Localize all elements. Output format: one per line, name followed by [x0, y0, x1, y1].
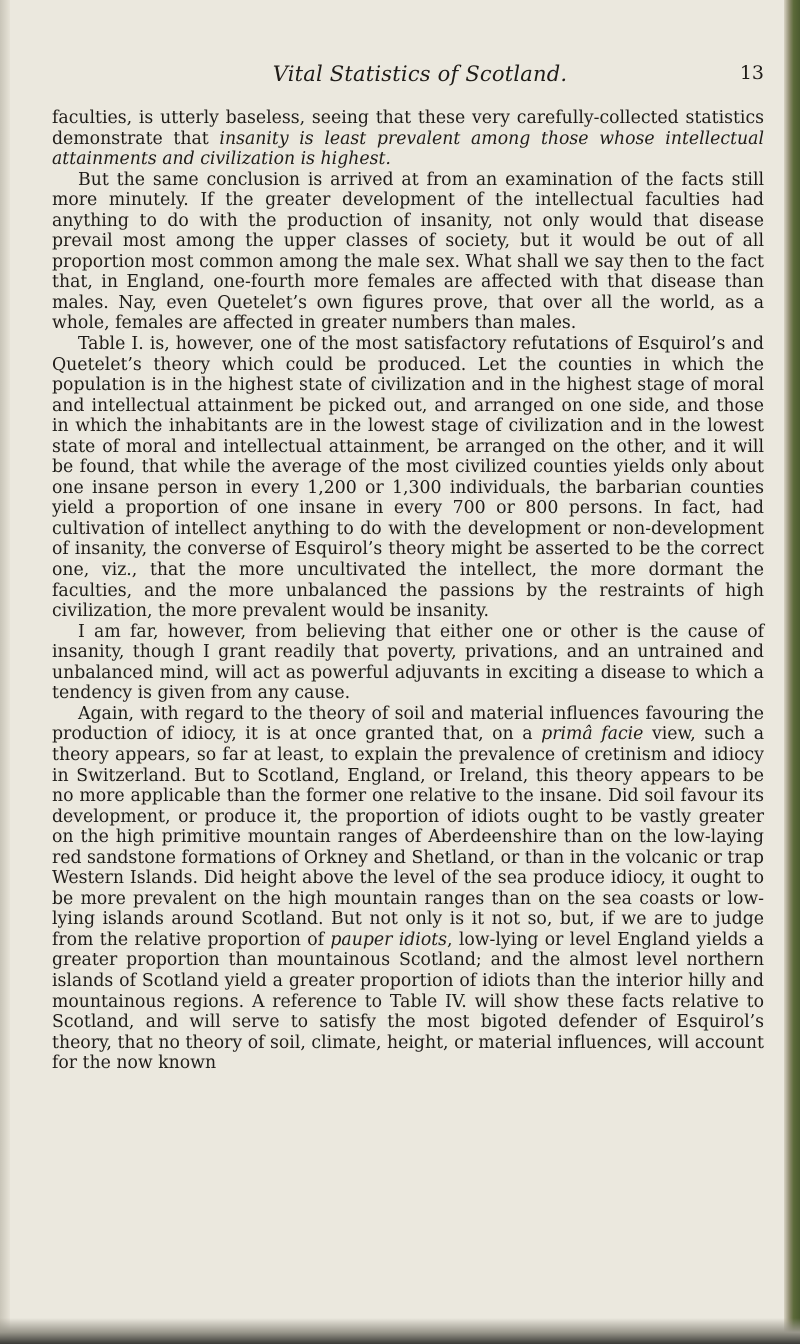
paragraph	[52, 334, 764, 622]
italic-text: primâ facie	[541, 724, 644, 745]
text-segment: , low-lying or level England yields a greater proportion than mountainous Scotland; and the almost level northern islands of Scotland yield a greater proportion of idiots than the interior hilly and mountainous regions. A reference to Table IV. will show these facts relative to Scotland, and will serve to satisfy the most bigoted defender of Esquirol’s theory, that no theory of soil, climate, height, or material influences, will account for the now known	[52, 929, 764, 1074]
italic-text: insanity is least prevalent among those whose intellectual attainments and civilization is highest.	[52, 128, 764, 170]
paragraph	[52, 704, 764, 1074]
text-segment: faculties, is utterly baseless, seeing that these very carefully-collected statistics demonstrate that	[52, 108, 764, 149]
page-number: 13	[739, 62, 764, 84]
book-cover-edge	[784, 0, 800, 1344]
paragraph	[52, 108, 764, 170]
running-title: Vital Statistics of Scotland.	[272, 62, 568, 86]
page-binding-edge	[0, 0, 10, 1344]
paragraph	[52, 622, 764, 704]
text-segment: But the same conclusion is arrived at from an examination of the facts still more minutely. If the greater development of the intellectual faculties had anything to do with the production of insanity, not only would that disease prevail most among the upper classes of society, but it would be out of all proportion most common among the male sex. What shall we say then to the fact that, in England, one-fourth more females are affected with that disease than males. Nay, even Quetelet’s own figures prove, that over all the world, as a whole, females are affected in greater numbers than males.	[52, 169, 764, 334]
text-segment: I am far, however, from believing that either one or other is the cause of insanity, though I grant readily that poverty, privations, and an untrained and unbalanced mind, will act as powerful adjuvants in exciting a disease to which a tendency is given from any cause.	[52, 621, 764, 704]
text-segment: view, such a theory appears, so far at least, to explain the prevalence of cretinism and idiocy in Switzerland. But to Scotland, England, or Ireland, this theory appears to be no more applicable than the former one relative to the insane. Did soil favour its development, or produce it, the proportion of idiots ought to be vastly greater on the high primitive mountain ranges of Aberdeenshire than on the low-laying red sandstone formations of Orkney and Shetland, or than in the volcanic or trap Western Islands. Did height above the level of the sea produce idiocy, it ought to be more prevalent on the high mountain ranges than on the sea coasts or low-lying islands around Scotland. But not only is it not so, but, if we are to judge from the relative proportion of	[52, 724, 765, 950]
paragraph	[52, 170, 764, 334]
body-text	[52, 108, 764, 1074]
text-segment: Table I. is, however, one of the most satisfactory refutations of Esquirol’s and Quetelet’s theory which could be produced. Let the counties in which the population is in the highest state of civilization and in the highest stage of moral and intellectual attainment be picked out, and arranged on one side, and those in which the inhabitants are in the lowest stage of civilization and in the lowest state of moral and intellectual attainment, be arranged on the other, and it will be found, that while the average of the most civilized counties yields only about one insane person in every 1,200 or 1,300 individuals, the barbarian counties yield a proportion of one insane in every 700 or 800 persons. In fact, had cultivation of intellect anything to do with the development or non-development of insanity, the converse of Esquirol’s theory might be asserted to be the correct one, viz., that the more uncultivated the intellect, the more dormant the faculties, and the more unbalanced the passions by the restraints of high civilization, the more prevalent would be insanity.	[52, 334, 764, 622]
text-segment: Again, with regard to the theory of soil and material influences favouring the production of idiocy, it is at once granted that, on a	[52, 703, 764, 745]
italic-text: pauper idiots	[330, 929, 448, 950]
page-header	[60, 62, 780, 92]
page-bottom-shadow	[0, 1318, 800, 1344]
